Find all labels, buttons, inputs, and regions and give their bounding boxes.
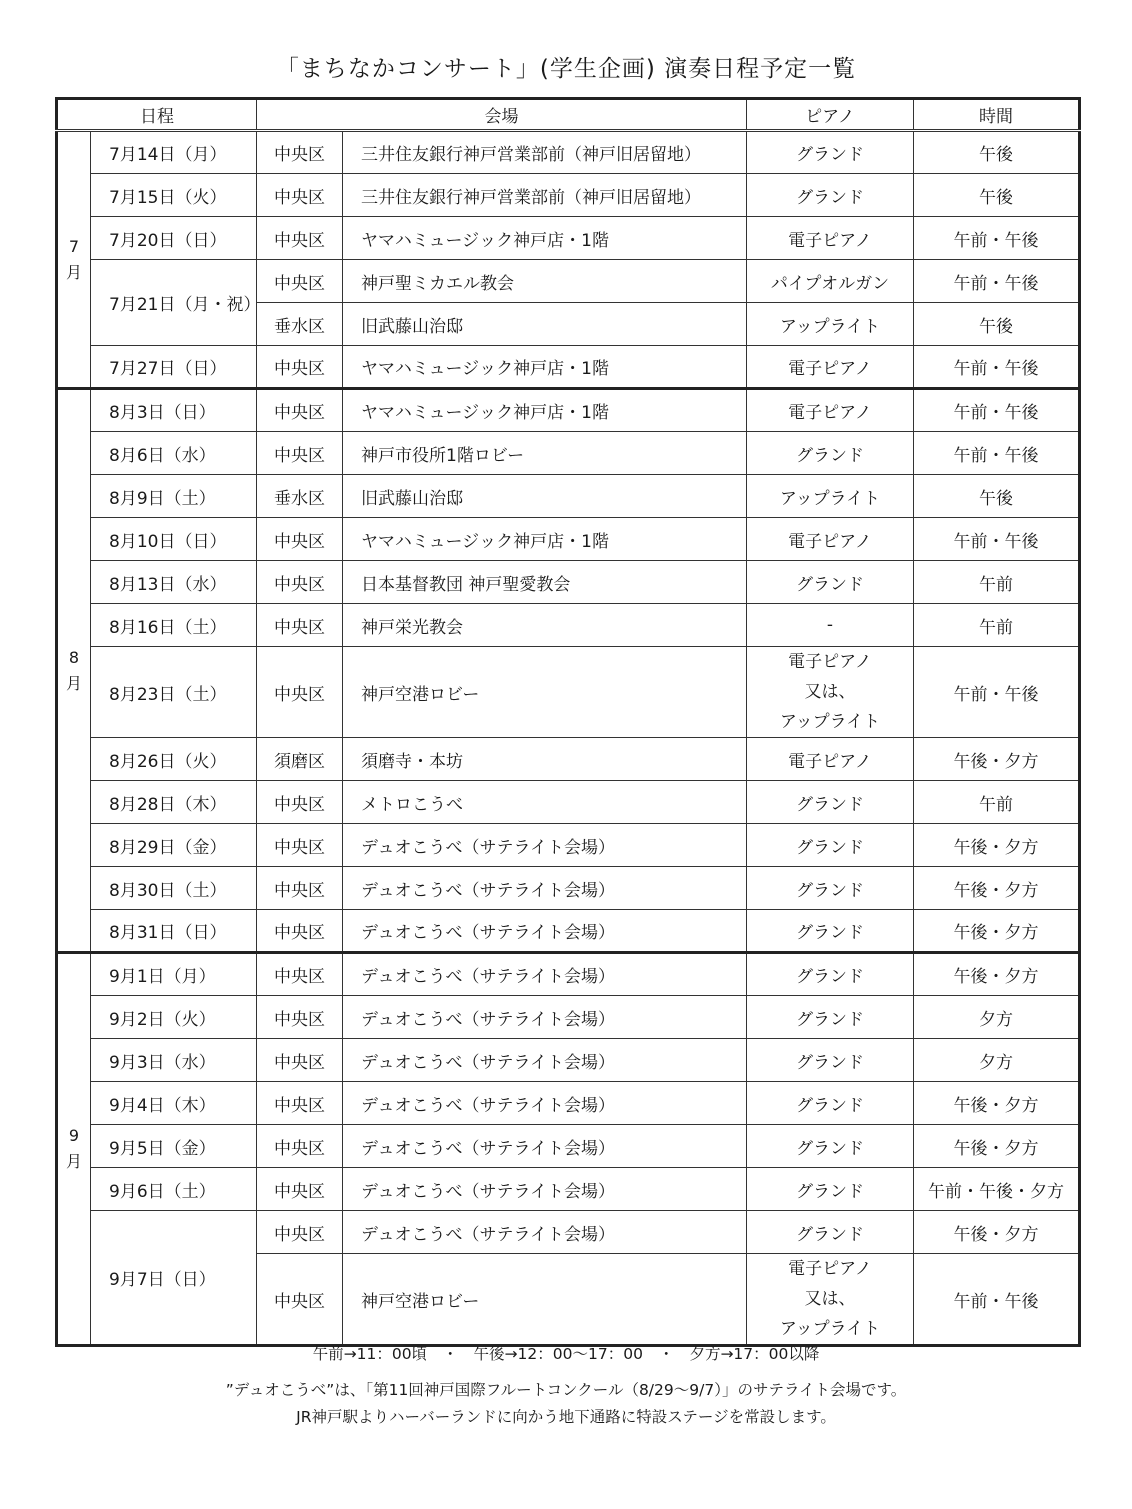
time-cell: 午後 [914,131,1080,174]
date-cell: 7月27日（日） [91,346,257,389]
time-cell: 午後・夕方 [914,1082,1080,1125]
time-cell: 午前・午後 [914,432,1080,475]
venue-cell: 三井住友銀行神戸営業部前（神戸旧居留地） [343,174,747,217]
piano-line: アップライト [779,1319,881,1339]
table-row [57,131,1080,174]
piano-line: 又は、 [804,682,856,702]
piano-cell [747,1254,914,1346]
ward-cell: 中央区 [257,1211,343,1254]
month-label-part: 7 [68,236,80,256]
header-time: 時間 [914,99,1080,131]
ward-cell: 中央区 [257,174,343,217]
time-cell: 午後 [914,475,1080,518]
ward-cell: 中央区 [257,518,343,561]
venue-cell: ヤマハミュージック神戸店・1階 [343,217,747,260]
table-row [57,346,1080,389]
footnote-stage: JR神戸駅よりハーバーランドに向かう地下通路に特設ステージを常設します。 [296,1408,836,1426]
date-cell: 9月4日（木） [91,1082,257,1125]
table-row [57,647,1080,738]
time-cell: 午後・夕方 [914,1125,1080,1168]
ward-cell: 垂水区 [257,475,343,518]
time-cell: 午後・夕方 [914,824,1080,867]
venue-cell: デュオこうべ（サテライト会場） [343,910,747,953]
table-row [57,953,1080,996]
time-cell: 夕方 [914,1039,1080,1082]
date-cell: 9月3日（水） [91,1039,257,1082]
piano-cell: グランド [747,432,914,475]
ward-cell: 須磨区 [257,738,343,781]
table-row [57,260,1080,303]
table-row [57,996,1080,1039]
piano-cell: グランド [747,824,914,867]
piano-cell: グランド [747,561,914,604]
date-cell: 9月1日（月） [91,953,257,996]
venue-cell: 須磨寺・本坊 [343,738,747,781]
time-cell: 午前・午後・夕方 [914,1168,1080,1211]
date-cell: 8月31日（日） [91,910,257,953]
date-cell: 9月2日（火） [91,996,257,1039]
venue-cell: 旧武藤山治邸 [343,475,747,518]
date-cell: 8月28日（木） [91,781,257,824]
ward-cell: 中央区 [257,604,343,647]
table-row [57,1082,1080,1125]
piano-cell: グランド [747,1082,914,1125]
venue-cell: デュオこうべ（サテライト会場） [343,1125,747,1168]
time-cell: 午前・午後 [914,647,1080,738]
ward-cell: 中央区 [257,910,343,953]
page-title: 「まちなかコンサート」(学生企画) 演奏日程予定一覧 [275,56,857,82]
date-cell: 8月29日（金） [91,824,257,867]
table-row [57,781,1080,824]
month-group [57,389,1080,953]
month-label-part: 月 [65,673,82,693]
date-cell: 7月15日（火） [91,174,257,217]
venue-cell: デュオこうべ（サテライト会場） [343,1039,747,1082]
time-cell: 午後・夕方 [914,910,1080,953]
table-row [57,1168,1080,1211]
month-label-part: 月 [65,262,82,282]
time-cell: 午前・午後 [914,346,1080,389]
piano-cell: グランド [747,1125,914,1168]
date-cell: 9月6日（土） [91,1168,257,1211]
venue-cell: 神戸聖ミカエル教会 [343,260,747,303]
piano-cell: グランド [747,953,914,996]
piano-cell: グランド [747,1039,914,1082]
piano-cell: グランド [747,174,914,217]
table-row [57,738,1080,781]
piano-line: 電子ピアノ [788,1259,872,1279]
ward-cell: 中央区 [257,389,343,432]
piano-cell: 電子ピアノ [747,738,914,781]
ward-cell: 中央区 [257,781,343,824]
month-label [57,953,91,1346]
date-cell: 9月5日（金） [91,1125,257,1168]
table-row [57,867,1080,910]
piano-cell: グランド [747,1168,914,1211]
venue-cell: 三井住友銀行神戸営業部前（神戸旧居留地） [343,131,747,174]
venue-cell: 神戸空港ロビー [343,1254,747,1346]
time-legend: 午前→11：00頃 ・ 午後→12：00〜17：00 ・ 夕方→17：00以降 [312,1345,820,1363]
month-group [57,131,1080,389]
ward-cell: 中央区 [257,1254,343,1346]
table-row [57,604,1080,647]
date-cell: 8月16日（土） [91,604,257,647]
table-row [57,389,1080,432]
venue-cell: 神戸栄光教会 [343,604,747,647]
month-label [57,131,91,389]
venue-cell: デュオこうべ（サテライト会場） [343,1082,747,1125]
table-row [57,1211,1080,1254]
date-cell: 8月26日（火） [91,738,257,781]
time-cell: 午後・夕方 [914,738,1080,781]
date-cell: 8月10日（日） [91,518,257,561]
venue-cell: デュオこうべ（サテライト会場） [343,1211,747,1254]
table-row [57,475,1080,518]
date-cell: 9月7日（日） [91,1211,257,1346]
table-row [57,217,1080,260]
time-cell: 午前・午後 [914,518,1080,561]
venue-cell: メトロこうべ [343,781,747,824]
venue-cell: ヤマハミュージック神戸店・1階 [343,346,747,389]
venue-cell: デュオこうべ（サテライト会場） [343,1168,747,1211]
piano-cell: グランド [747,996,914,1039]
date-cell: 7月20日（日） [91,217,257,260]
time-cell: 夕方 [914,996,1080,1039]
venue-cell: 日本基督教団 神戸聖愛教会 [343,561,747,604]
time-cell: 午後・夕方 [914,867,1080,910]
table-row [57,561,1080,604]
month-label-part: 9 [68,1126,80,1146]
table-row [57,824,1080,867]
piano-cell: 電子ピアノ [747,389,914,432]
piano-line: 又は、 [804,1289,856,1309]
table-row [57,518,1080,561]
piano-cell: 電子ピアノ [747,217,914,260]
ward-cell: 垂水区 [257,303,343,346]
table-row [57,432,1080,475]
venue-cell: デュオこうべ（サテライト会場） [343,824,747,867]
date-cell: 8月30日（土） [91,867,257,910]
ward-cell: 中央区 [257,867,343,910]
schedule-table [55,97,1081,1347]
piano-cell: グランド [747,1211,914,1254]
month-label-part: 8 [68,647,80,667]
piano-cell: 電子ピアノ [747,346,914,389]
time-cell: 午後・夕方 [914,1211,1080,1254]
piano-line: アップライト [779,712,881,732]
ward-cell: 中央区 [257,824,343,867]
ward-cell: 中央区 [257,346,343,389]
piano-cell: - [747,604,914,647]
time-cell: 午前・午後 [914,217,1080,260]
time-cell: 午前 [914,561,1080,604]
venue-cell: 旧武藤山治邸 [343,303,747,346]
ward-cell: 中央区 [257,561,343,604]
date-cell: 7月21日（月・祝） [91,260,257,346]
time-cell: 午後・夕方 [914,953,1080,996]
ward-cell: 中央区 [257,647,343,738]
header-piano: ピアノ [747,99,914,131]
piano-cell: グランド [747,867,914,910]
piano-cell: パイプオルガン [747,260,914,303]
time-cell: 午前 [914,604,1080,647]
time-cell: 午前 [914,781,1080,824]
ward-cell: 中央区 [257,131,343,174]
month-label [57,389,91,953]
ward-cell: 中央区 [257,1039,343,1082]
header-date: 日程 [57,99,257,131]
ward-cell: 中央区 [257,260,343,303]
ward-cell: 中央区 [257,1082,343,1125]
ward-cell: 中央区 [257,953,343,996]
venue-cell: 神戸市役所1階ロビー [343,432,747,475]
date-cell: 7月14日（月） [91,131,257,174]
ward-cell: 中央区 [257,996,343,1039]
table-row [57,1125,1080,1168]
piano-cell: グランド [747,910,914,953]
table-row [57,174,1080,217]
date-cell: 8月9日（土） [91,475,257,518]
ward-cell: 中央区 [257,432,343,475]
venue-cell: ヤマハミュージック神戸店・1階 [343,389,747,432]
venue-cell: デュオこうべ（サテライト会場） [343,867,747,910]
piano-cell: アップライト [747,303,914,346]
piano-cell: 電子ピアノ [747,518,914,561]
table-row [57,910,1080,953]
ward-cell: 中央区 [257,1125,343,1168]
header-venue: 会場 [257,99,747,131]
footnote-satellite: ”デュオこうべ”は、「第11回神戸国際フルートコンクール（8/29〜9/7）」のサテライト会場です。 [225,1381,907,1399]
ward-cell: 中央区 [257,217,343,260]
date-cell: 8月23日（土） [91,647,257,738]
date-cell: 8月3日（日） [91,389,257,432]
venue-cell: デュオこうべ（サテライト会場） [343,953,747,996]
piano-line: 電子ピアノ [788,652,872,672]
venue-cell: デュオこうべ（サテライト会場） [343,996,747,1039]
time-cell: 午前・午後 [914,260,1080,303]
month-group [57,953,1080,1346]
date-cell: 8月6日（水） [91,432,257,475]
date-cell: 8月13日（水） [91,561,257,604]
ward-cell: 中央区 [257,1168,343,1211]
time-cell: 午後 [914,303,1080,346]
piano-cell [747,647,914,738]
time-cell: 午前・午後 [914,1254,1080,1346]
venue-cell: 神戸空港ロビー [343,647,747,738]
piano-cell: グランド [747,131,914,174]
venue-cell: ヤマハミュージック神戸店・1階 [343,518,747,561]
piano-cell: アップライト [747,475,914,518]
time-cell: 午前・午後 [914,389,1080,432]
month-label-part: 月 [65,1152,82,1171]
table-row [57,1039,1080,1082]
piano-cell: グランド [747,781,914,824]
table-header-row [57,99,1080,131]
time-cell: 午後 [914,174,1080,217]
